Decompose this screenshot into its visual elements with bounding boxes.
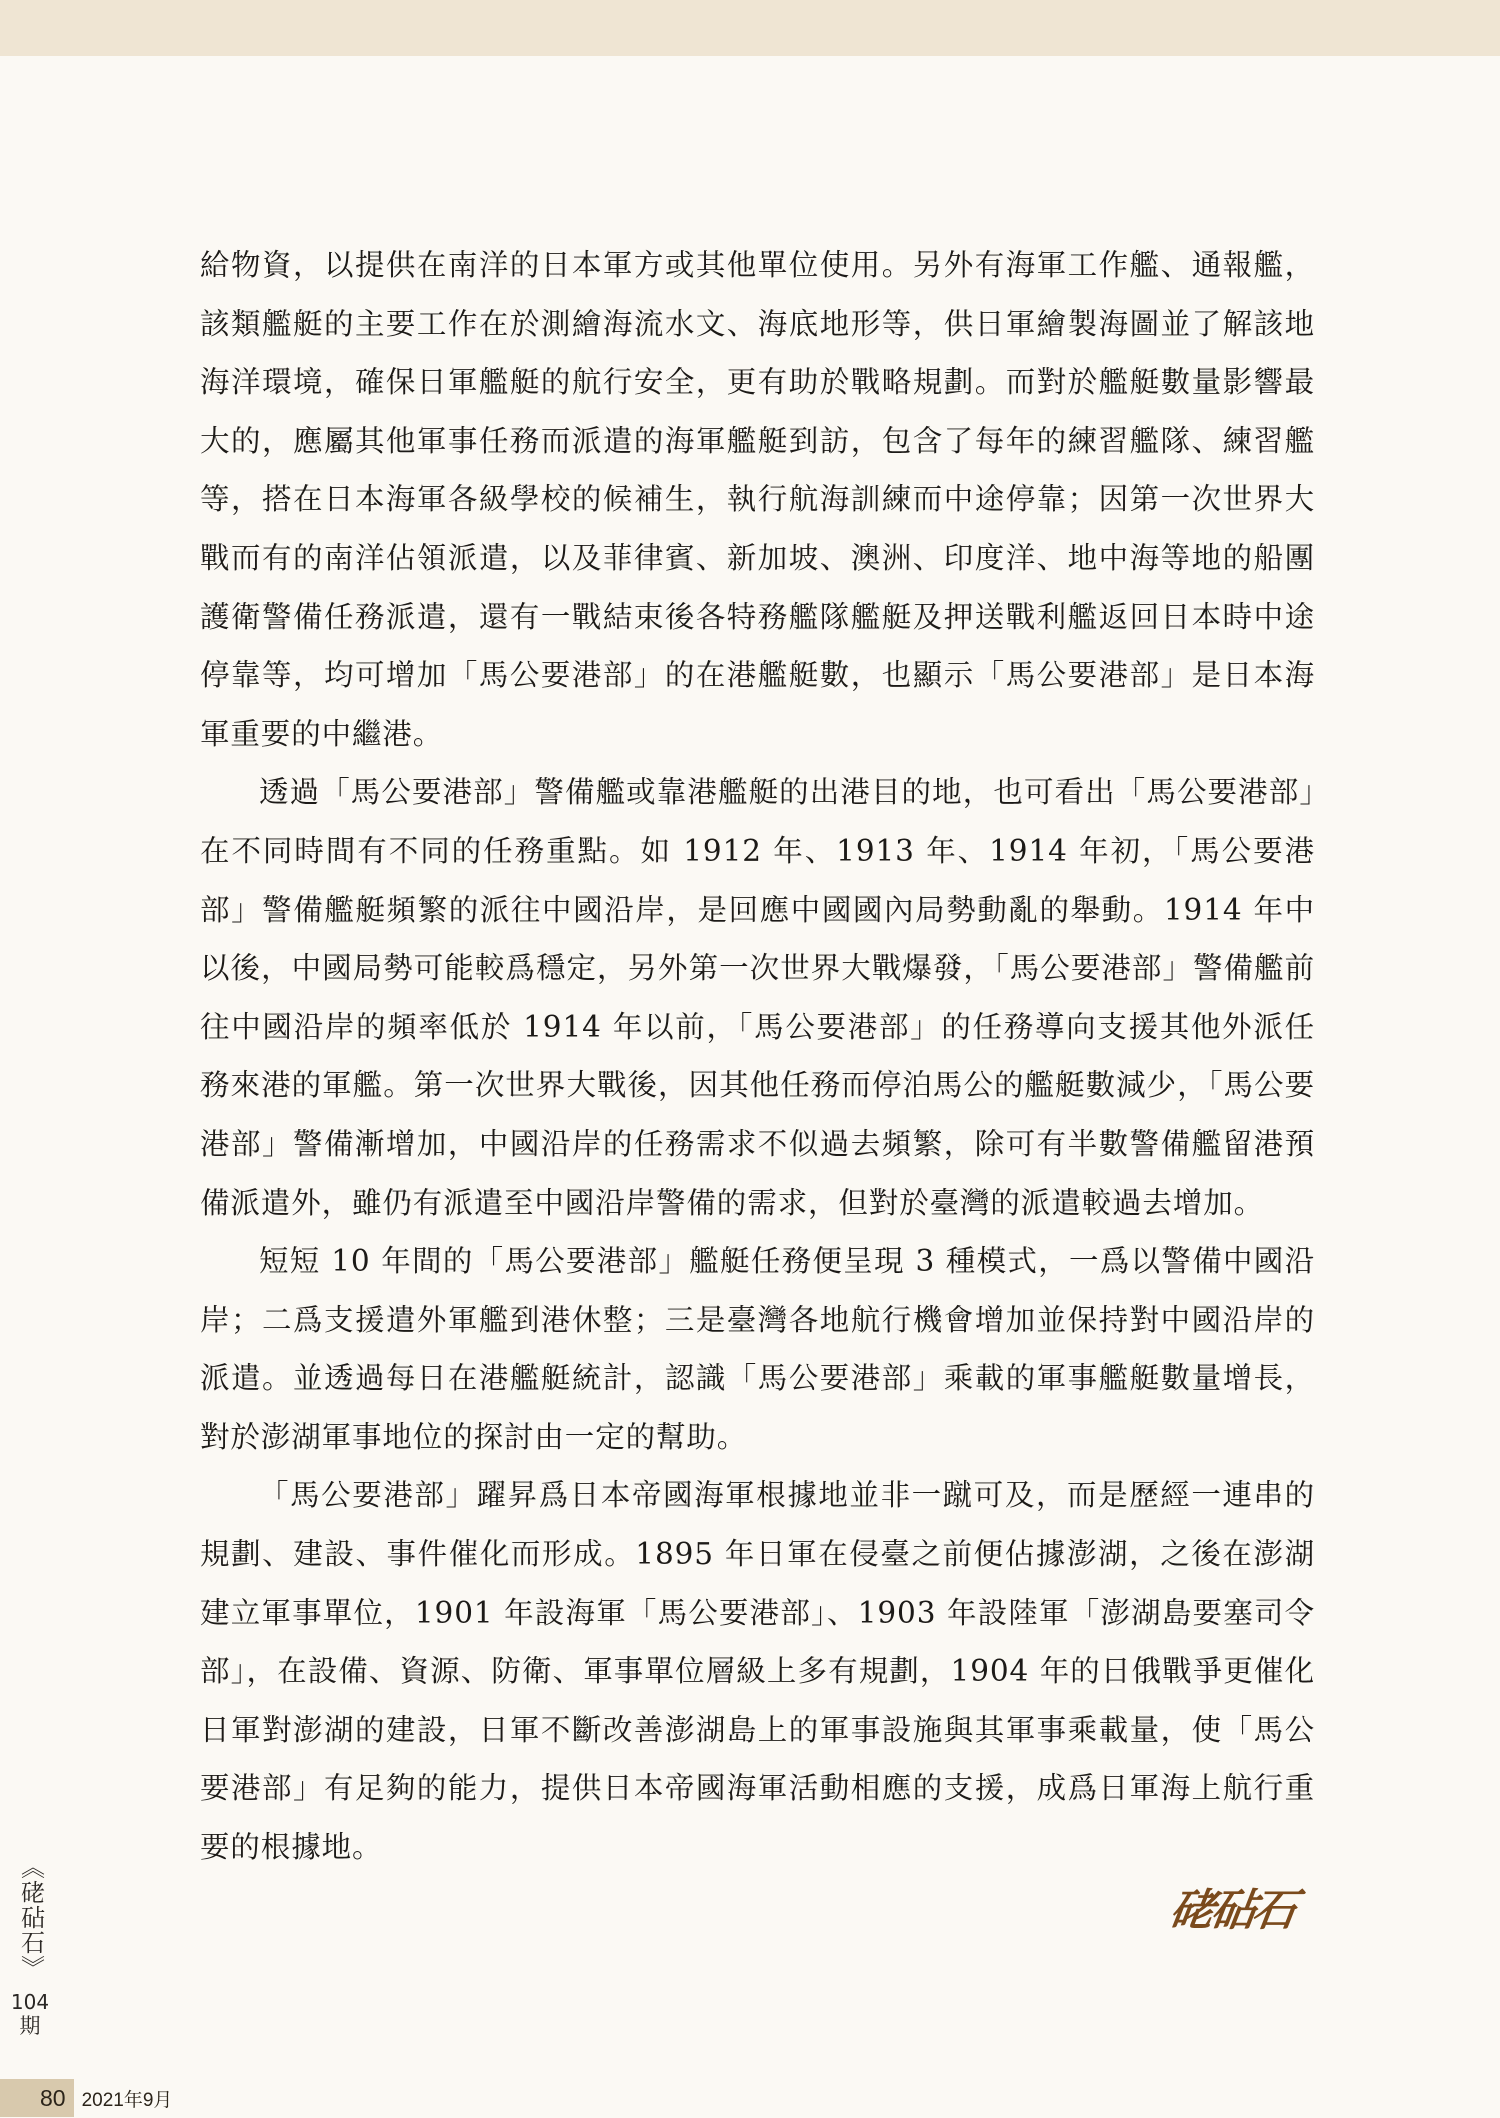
article-body [200, 236, 1315, 1877]
paragraph-continuation: 給物資，以提供在南洋的日本軍方或其他單位使用。另外有海軍工作艦、通報艦，該類艦艇的主要工作在於測繪海流水文、海底地形等，供日軍繪製海圖並了解該地海洋環境，確保日軍艦艇的航行安全，更有助於戰略規劃。而對於艦艇數量影響最大的，應屬其他軍事任務而派遣的海軍艦艇到訪，包含了每年的練習艦隊、練習艦等，搭在日本海軍各級學校的候補生，執行航海訓練而中途停靠；因第一次世界大戰而有的南洋佔領派遣，以及菲律賓、新加坡、澳洲、印度洋、地中海等地的船團護衛警備任務派遣，還有一戰結束後各特務艦隊艦艇及押送戰利艦返回日本時中途停靠等，均可增加「馬公要港部」的在港艦艇數，也顯示「馬公要港部」是日本海軍重要的中繼港。 [200, 248, 1315, 751]
paragraph-conclusion: 「馬公要港部」躍昇爲日本帝國海軍根據地並非一蹴可及，而是歷經一連串的規劃、建設、事件催化而形成。1895 年日軍在侵臺之前便佔據澎湖，之後在澎湖建立軍事單位，1901 年設海軍「馬公要港部」、1903 年設陸軍「澎湖島要塞司令部」，在設備、資源、防衛、軍事單位層級上多有規劃，1904 年的日俄戰爭更催化日軍對澎湖的建設，日軍不斷改善澎湖島上的軍事設施與其軍事乘載量，使「馬公要港部」有足夠的能力，提供日本帝國海軍活動相應的支援，成爲日軍海上航行重要的根據地。 [200, 1478, 1315, 1865]
page-number: 80 [0, 2079, 74, 2117]
issue-date: 2021年9月 [81, 2089, 173, 2111]
end-mark-logo: 硓砧石 [1166, 1885, 1297, 1936]
page-footer [0, 2078, 172, 2118]
paragraph-mission-destinations: 透過「馬公要港部」警備艦或靠港艦艇的出港目的地，也可看出「馬公要港部」在不同時間有不同的任務重點。如 1912 年、1913 年、1914 年初，「馬公要港部」警備艦艇頻繁的派往中國沿岸，是回應中國國內局勢動亂的舉動。1914 年中以後，中國局勢可能較爲穩定，另外第一次世界大戰爆發，「馬公要港部」警備艦前往中國沿岸的頻率低於 1914 年以前，「馬公要港部」的任務導向支援其他外派任務來港的軍艦。第一次世界大戰後，因其他任務而停泊馬公的艦艇數減少，「馬公要港部」警備漸增加，中國沿岸的任務需求不似過去頻繁，除可有半數警備艦留港預備派遣外，雖仍有派遣至中國沿岸警備的需求，但對於臺灣的派遣較過去增加。 [200, 775, 1315, 1220]
issue-unit: 期 [19, 2014, 41, 2038]
paragraph-three-modes: 短短 10 年間的「馬公要港部」艦艇任務便呈現 3 種模式，一爲以警備中國沿岸；二爲支援遣外軍艦到港休整；三是臺灣各地航行機會增加並保持對中國沿岸的派遣。並透過每日在港艦艇統計，認識「馬公要港部」乘載的軍事艦艇數量增長，對於澎湖軍事地位的探討由一定的幫助。 [200, 1244, 1315, 1454]
magazine-name: 《硓砧石》 [16, 1855, 45, 1980]
top-color-band [0, 0, 1500, 56]
issue-number: 104 [10, 1990, 50, 2014]
magazine-side-title [4, 1855, 56, 2038]
